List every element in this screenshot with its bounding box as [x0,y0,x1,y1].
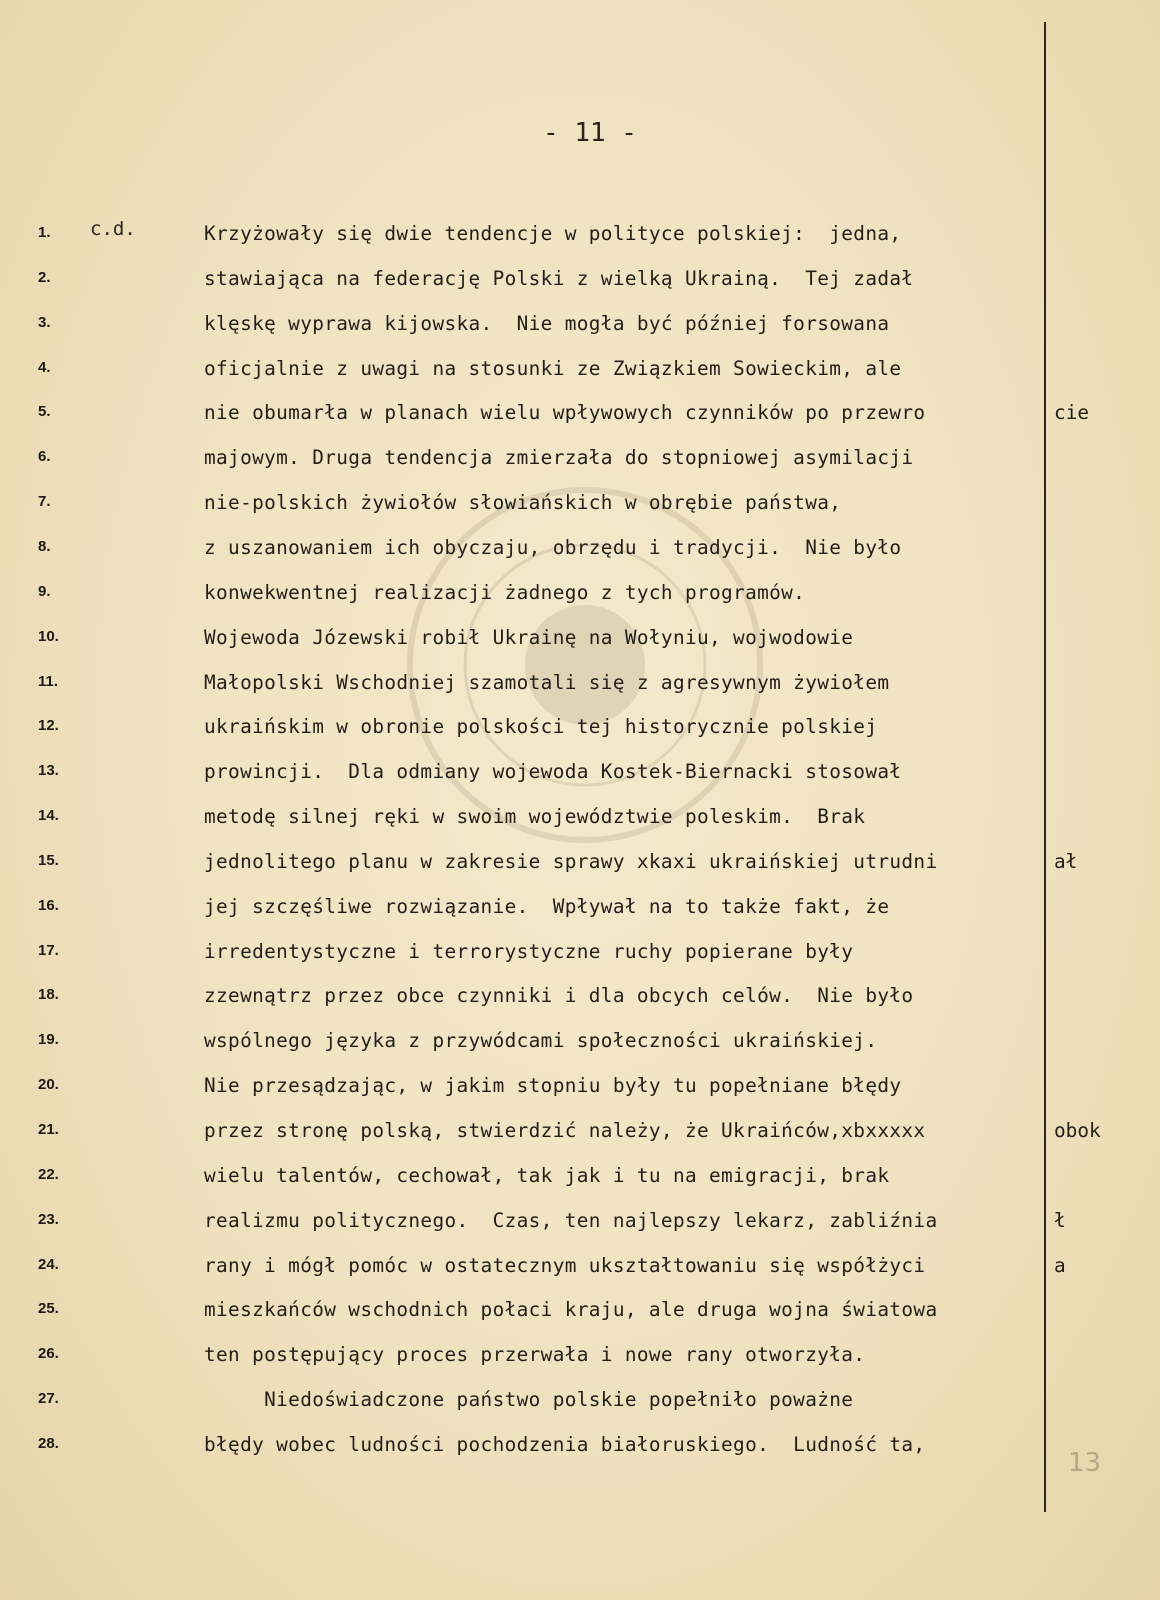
line-number: 22. [38,1165,59,1183]
line-number: 3. [38,313,51,331]
line-number: 24. [38,1255,59,1273]
text-line: prowincji. Dla odmiany wojewoda Kostek-Biernacki stosował [204,760,902,784]
text-line: irredentystyczne i terrorystyczne ruchy popierane były [204,939,854,963]
line-number: 28. [38,1434,59,1452]
text-line: wspólnego języka z przywódcami społeczności ukraińskiej. [204,1029,878,1053]
text-line: błędy wobec ludności pochodzenia białoruskiego. Ludność ta, [204,1432,926,1456]
text-line: ukraińskim w obronie polskości tej historycznie polskiej [204,715,878,739]
continued-mark: c.d. [90,218,136,240]
text-line: ten postępujący proces przerwała i nowe rany otworzyła. [204,1343,866,1367]
line-number: 11. [38,672,59,690]
text-line: klęskę wyprawa kijowska. Nie mogła być później forsowana [204,311,890,335]
text-line: metodę silnej ręki w swoim województwie poleskim. Brak [204,805,866,829]
line-number: 20. [38,1076,59,1094]
text-line: jednolitego planu w zakresie sprawy xkaxi ukraińskiej utrudni [204,849,938,873]
text-line: jej szczęśliwe rozwiązanie. Wpływał na to także fakt, że [204,894,890,918]
line-number: 1. [38,224,51,241]
line-number: 6. [38,448,51,466]
line-number: 25. [38,1300,59,1318]
line-number: 26. [38,1345,59,1363]
line-number: 17. [38,941,59,959]
text-line: rany i mógł pomóc w ostatecznym ukształtowaniu się współżyci [204,1253,926,1277]
line-number: 5. [38,403,51,421]
margin-overflow-text: cie [1054,401,1090,425]
line-number: 14. [38,807,59,825]
handwritten-page-note: 13 [1068,1448,1102,1478]
text-line: oficjalnie z uwagi na stosunki ze Związkiem Sowieckim, ale [204,356,902,380]
line-number: 8. [38,537,51,555]
text-line: Krzyżowały się dwie tendencje w polityce polskiej: jedna, [204,222,902,245]
text-line: nie-polskich żywiołów słowiańskich w obrębie państwa, [204,491,842,515]
line-number: 12. [38,717,59,735]
text-line: Niedoświadczone państwo polskie popełniło poważne [204,1388,854,1412]
line-number: 16. [38,896,59,914]
text-line: Nie przesądzając, w jakim stopniu były tu popełniane błędy [204,1074,902,1098]
margin-overflow-text: ał [1054,849,1078,873]
line-number: 23. [38,1210,59,1228]
text-line: wielu talentów, cechował, tak jak i tu na emigracji, brak [204,1163,890,1187]
text-line: konwekwentnej realizacji żadnego z tych programów. [204,580,806,604]
text-line: z uszanowaniem ich obyczaju, obrzędu i tradycji. Nie było [204,535,902,559]
text-line: mieszkańców wschodnich połaci kraju, ale druga wojna światowa [204,1298,938,1322]
line-number: 18. [38,986,59,1004]
line-number: 2. [38,268,51,286]
margin-rule-line [1044,22,1046,1512]
line-number: 10. [38,627,59,645]
line-number: 19. [38,1031,59,1049]
margin-overflow-text: obok [1054,1119,1101,1142]
margin-overflow-text: a [1054,1253,1066,1277]
text-line: Małopolski Wschodniej szamotali się z agresywnym żywiołem [204,670,890,694]
text-line: Wojewoda Józewski robił Ukrainę na Wołyniu, wojwodowie [204,625,854,649]
line-number: 15. [38,851,59,869]
line-number: 7. [38,493,51,511]
margin-overflow-text: ł [1054,1208,1066,1232]
text-line: nie obumarła w planach wielu wpływowych czynników po przewro [204,401,926,425]
text-line: realizmu politycznego. Czas, ten najlepszy lekarz, zabliźnia [204,1208,938,1232]
text-line: zzewnątrz przez obce czynniki i dla obcych celów. Nie było [204,984,914,1008]
text-line: stawiająca na federację Polski z wielką Ukrainą. Tej zadał [204,266,914,290]
text-line: majowym. Druga tendencja zmierzała do stopniowej asymilacji [204,446,914,470]
page-number: - 11 - [543,118,637,148]
line-number: 27. [38,1390,59,1408]
line-number: 9. [38,582,51,600]
line-number: 13. [38,762,59,780]
line-number: 21. [38,1121,59,1138]
line-number: 4. [38,358,51,376]
text-line: przez stronę polską, stwierdzić należy, że Ukraińców,xbxxxxx [204,1119,926,1142]
